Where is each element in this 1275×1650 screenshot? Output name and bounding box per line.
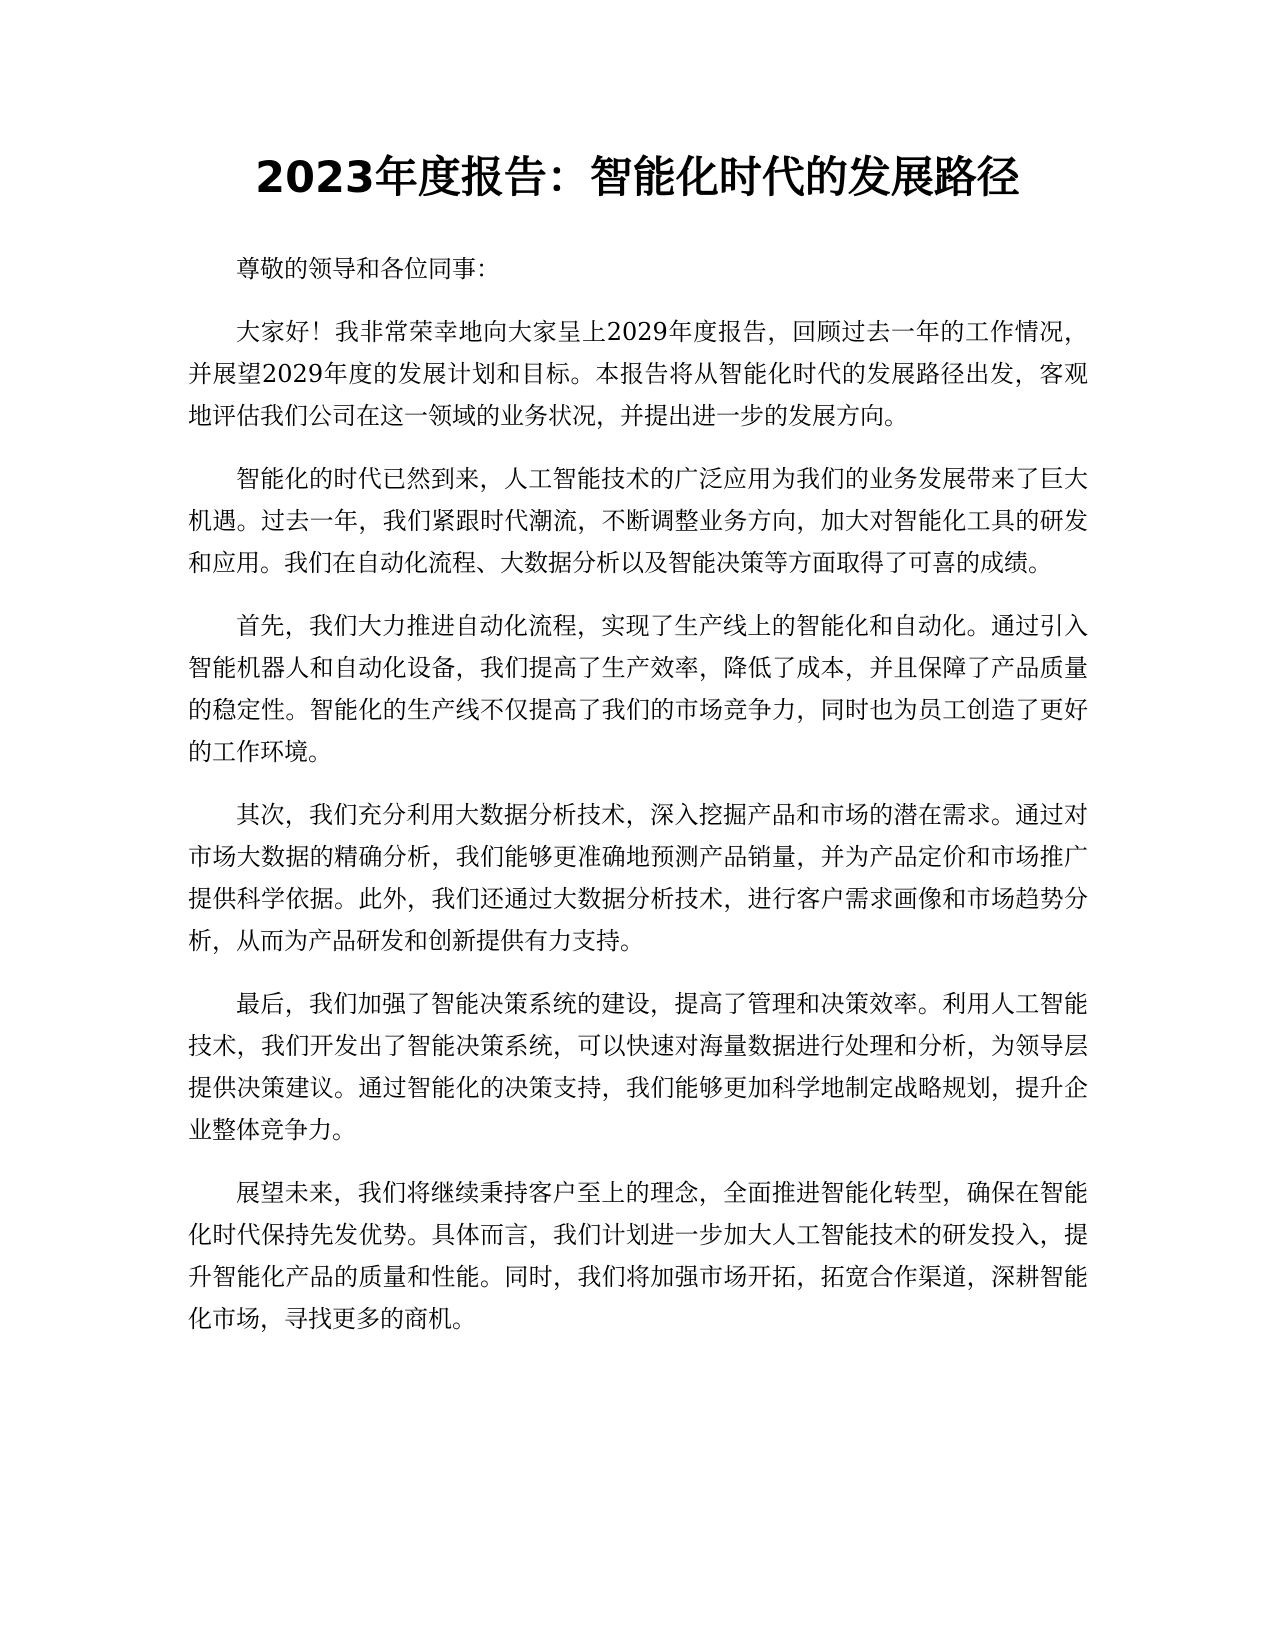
paragraph-big-data: 其次，我们充分利用大数据分析技术，深入挖掘产品和市场的潜在需求。通过对市场大数据的精确分析，我们能够更准确地预测产品销量，并为产品定价和市场推广提供科学依据。此外，我们还通过大数据分析技术，进行客户需求画像和市场趋势分析，从而为产品研发和创新提供有力支持。	[188, 801, 1088, 955]
paragraph-salutation: 尊敬的领导和各位同事：	[236, 255, 500, 283]
paragraph-intro: 大家好！我非常荣幸地向大家呈上2029年度报告，回顾过去一年的工作情况，并展望2029年度的发展计划和目标。本报告将从智能化时代的发展路径出发，客观地评估我们公司在这一领域的业务状况，并提出进一步的发展方向。	[188, 318, 1088, 430]
document-body	[188, 248, 1088, 1361]
document-title: 2023年度报告：智能化时代的发展路径	[255, 153, 1020, 203]
paragraph-decision-system: 最后，我们加强了智能决策系统的建设，提高了管理和决策效率。利用人工智能技术，我们开发出了智能决策系统，可以快速对海量数据进行处理和分析，为领导层提供决策建议。通过智能化的决策支持，我们能够更加科学地制定战略规划，提升企业整体竞争力。	[188, 990, 1088, 1144]
paragraph-outlook: 展望未来，我们将继续秉持客户至上的理念，全面推进智能化转型，确保在智能化时代保持先发优势。具体而言，我们计划进一步加大人工智能技术的研发投入，提升智能化产品的质量和性能。同时，我们将加强市场开拓，拓宽合作渠道，深耕智能化市场，寻找更多的商机。	[188, 1179, 1088, 1333]
paragraph-intelligent-era: 智能化的时代已然到来，人工智能技术的广泛应用为我们的业务发展带来了巨大机遇。过去一年，我们紧跟时代潮流，不断调整业务方向，加大对智能化工具的研发和应用。我们在自动化流程、大数据分析以及智能决策等方面取得了可喜的成绩。	[188, 465, 1088, 577]
paragraph-automation: 首先，我们大力推进自动化流程，实现了生产线上的智能化和自动化。通过引入智能机器人和自动化设备，我们提高了生产效率，降低了成本，并且保障了产品质量的稳定性。智能化的生产线不仅提高了我们的市场竞争力，同时也为员工创造了更好的工作环境。	[188, 612, 1088, 766]
